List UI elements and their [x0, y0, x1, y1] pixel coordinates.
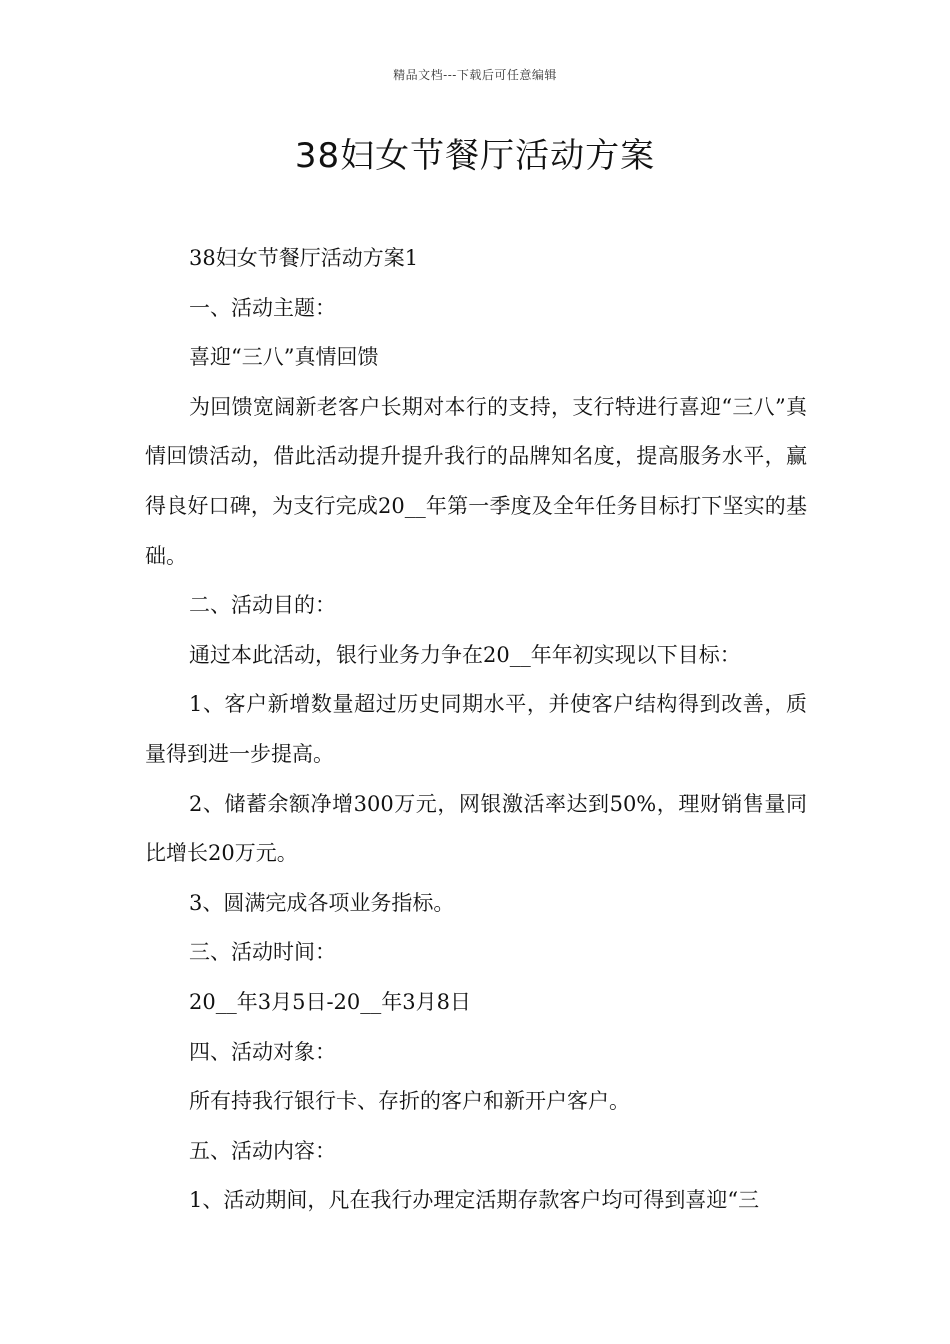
paragraph-goal-2: 2、储蓄余额净增300万元，网银激活率达到50%，理财销售量同比增长20万元。 — [145, 791, 807, 866]
heading-activity-purpose: 二、活动目的： — [189, 593, 336, 618]
header-note: 精品文档---下载后可任意编辑 — [393, 68, 557, 82]
heading-activity-theme: 一、活动主题： — [189, 295, 336, 320]
document-body — [145, 234, 807, 1226]
section-heading: 38妇女节餐厅活动方案1 — [189, 246, 419, 270]
document-title: 38妇女节餐厅活动方案 — [294, 136, 656, 176]
paragraph-goal-1: 1、客户新增数量超过历史同期水平，并使客户结构得到改善，质量得到进一步提高。 — [145, 692, 807, 766]
paragraph-content-1: 1、活动期间，凡在我行办理定活期存款客户均可得到喜迎“三 — [189, 1188, 760, 1213]
paragraph-purpose: 通过本此活动，银行业务力争在20__年年初实现以下目标： — [189, 642, 741, 667]
heading-activity-time: 三、活动时间： — [189, 940, 336, 965]
heading-activity-target: 四、活动对象： — [189, 1039, 336, 1064]
heading-activity-content: 五、活动内容： — [189, 1138, 336, 1163]
paragraph-goal-3: 3、圆满完成各项业务指标。 — [189, 890, 455, 915]
paragraph-intro: 为回馈宽阔新老客户长期对本行的支持，支行特进行喜迎“三八”真情回馈活动，借此活动提升提升我行的品牌知名度，提高服务水平，赢得良好口碑，为支行完成20__年第一季度及全年任务目标打下坚实的基础。 — [145, 394, 807, 568]
paragraph-time: 20__年3月5日-20__年3月8日 — [189, 989, 471, 1014]
paragraph-target: 所有持我行银行卡、存折的客户和新开户客户。 — [189, 1089, 630, 1114]
paragraph-theme: 喜迎“三八”真情回馈 — [189, 345, 379, 370]
